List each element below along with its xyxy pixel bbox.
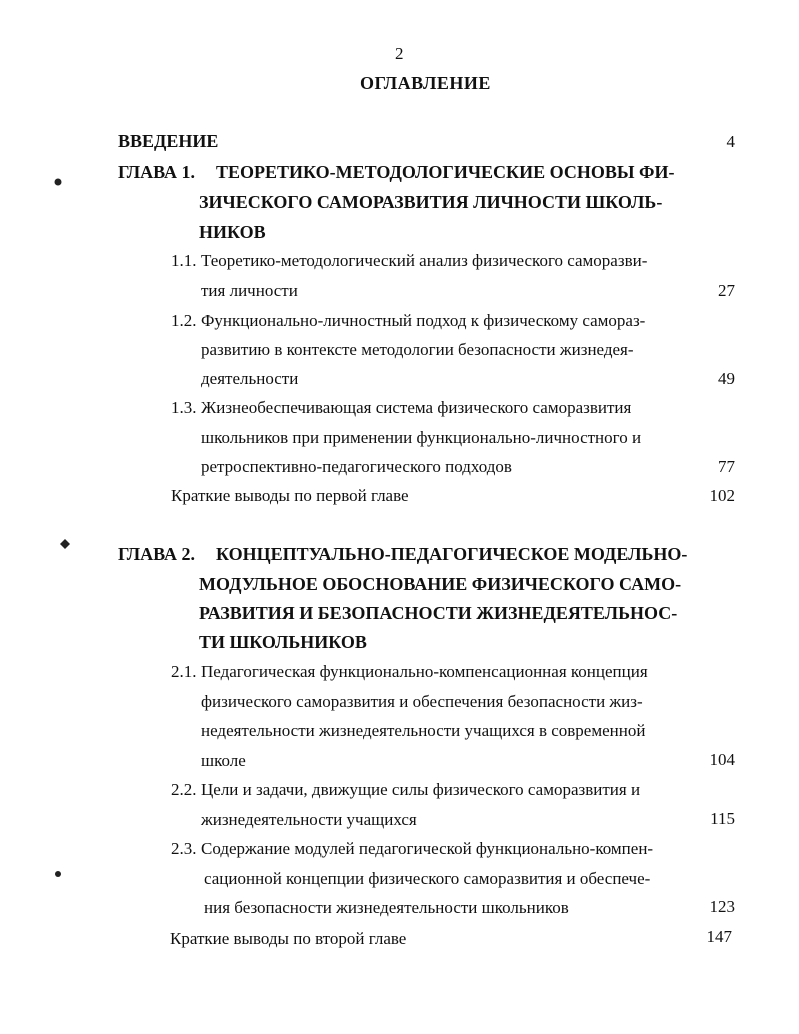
section-2-3-number: 2.3.: [171, 839, 197, 858]
section-2-3-line[interactable]: Содержание модулей педагогической функционально-компен-: [201, 839, 654, 858]
chapter-2-title-line[interactable]: МОДУЛЬНОЕ ОБОСНОВАНИЕ ФИЗИЧЕСКОГО САМО-: [199, 574, 682, 594]
margin-mark: [52, 176, 64, 188]
chapter-1-title-line[interactable]: ЗИЧЕСКОГО САМОРАЗВИТИЯ ЛИЧНОСТИ ШКОЛЬ-: [199, 192, 663, 212]
section-1-2-line[interactable]: развитию в контексте методологии безопасности жизнедея-: [201, 340, 634, 359]
section-1-3-number: 1.3.: [171, 398, 197, 417]
chapter-1-summary-label[interactable]: Краткие выводы по первой главе: [171, 486, 409, 505]
section-1-2-page: 49: [718, 369, 735, 388]
section-1-2-line[interactable]: деятельности: [201, 369, 299, 388]
section-1-3-line[interactable]: Жизнеобеспечивающая система физического саморазвития: [201, 398, 632, 417]
margin-mark: [52, 868, 64, 880]
section-1-2-line[interactable]: Функционально-личностный подход к физическому самораз-: [201, 311, 646, 330]
section-2-2-line[interactable]: Цели и задачи, движущие силы физического саморазвития и: [201, 780, 641, 799]
section-2-1-line[interactable]: Педагогическая функционально-компенсационная концепция: [201, 662, 648, 681]
margin-mark: [58, 537, 72, 551]
toc-intro-label[interactable]: ВВЕДЕНИЕ: [118, 131, 219, 151]
section-1-1-page: 27: [718, 281, 735, 300]
chapter-1-title-line[interactable]: НИКОВ: [199, 222, 266, 242]
page-number: 2: [395, 44, 404, 63]
section-1-1-line[interactable]: Теоретико-методологический анализ физического саморазви-: [201, 251, 648, 270]
chapter-2-title-line[interactable]: РАЗВИТИЯ И БЕЗОПАСНОСТИ ЖИЗНЕДЕЯТЕЛЬНОС-: [199, 603, 678, 623]
section-1-1-line[interactable]: тия личности: [201, 281, 298, 300]
section-2-3-line[interactable]: ния безопасности жизнедеятельности школьников: [204, 898, 569, 917]
chapter-1-label[interactable]: ГЛАВА 1.: [118, 162, 196, 182]
section-2-3-line[interactable]: сационной концепции физического саморазвития и обеспече-: [204, 869, 651, 888]
chapter-1-title-line[interactable]: ТЕОРЕТИКО-МЕТОДОЛОГИЧЕСКИЕ ОСНОВЫ ФИ-: [216, 162, 675, 182]
section-2-1-line[interactable]: недеятельности жизнедеятельности учащихся в современной: [201, 721, 646, 740]
chapter-2-label[interactable]: ГЛАВА 2.: [118, 544, 196, 564]
section-2-1-number: 2.1.: [171, 662, 197, 681]
page-title: ОГЛАВЛЕНИЕ: [360, 73, 491, 93]
chapter-2-title-line[interactable]: ТИ ШКОЛЬНИКОВ: [199, 632, 367, 652]
section-1-2-number: 1.2.: [171, 311, 197, 330]
section-1-3-line[interactable]: школьников при применении функционально-личностного и: [201, 428, 642, 447]
section-2-3-page: 123: [709, 897, 735, 916]
chapter-2-summary-label[interactable]: Краткие выводы по второй главе: [170, 929, 407, 948]
section-2-2-number: 2.2.: [171, 780, 197, 799]
chapter-2-summary-page: 147: [706, 927, 732, 946]
section-2-1-line[interactable]: физического саморазвития и обеспечения безопасности жиз-: [201, 692, 643, 711]
section-1-1-number: 1.1.: [171, 251, 197, 270]
section-1-3-page: 77: [718, 457, 735, 476]
section-2-1-line[interactable]: школе: [201, 751, 246, 770]
chapter-2-title-line[interactable]: КОНЦЕПТУАЛЬНО-ПЕДАГОГИЧЕСКОЕ МОДЕЛЬНО-: [216, 544, 688, 564]
section-2-1-page: 104: [709, 750, 735, 769]
section-2-2-line[interactable]: жизнедеятельности учащихся: [201, 810, 417, 829]
section-2-2-page: 115: [710, 809, 735, 828]
toc-intro-page: 4: [726, 132, 735, 151]
chapter-1-summary-page: 102: [709, 486, 735, 505]
section-1-3-line[interactable]: ретроспективно-педагогического подходов: [201, 457, 512, 476]
